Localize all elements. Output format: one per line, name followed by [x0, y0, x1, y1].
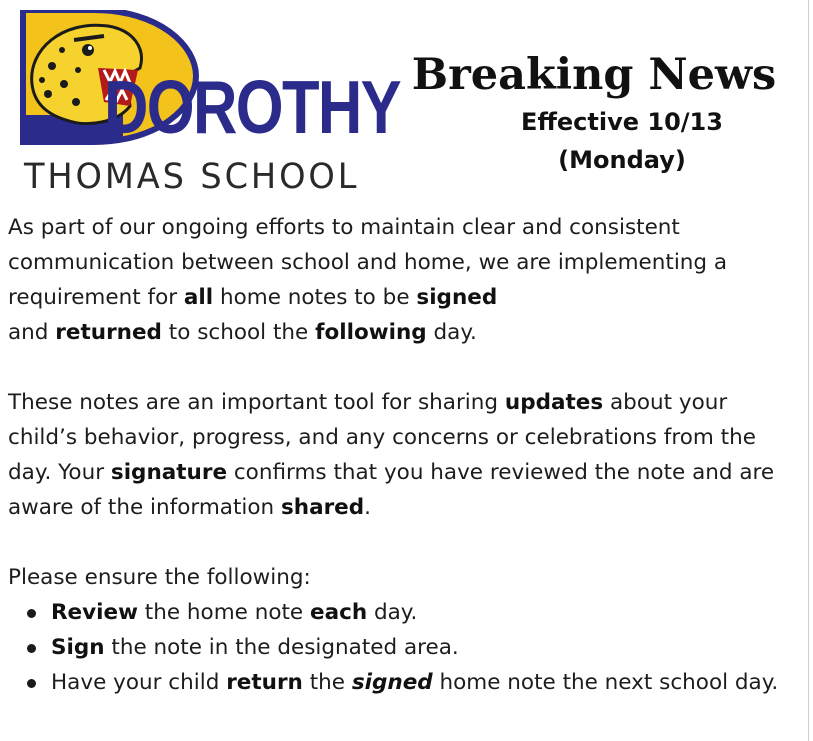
effective-date	[462, 103, 782, 179]
page-right-border	[808, 0, 809, 741]
paragraph-requirement: As part of our ongoing efforts to maintain clear and consistent communication between school and home, we are implementing a requirement for all home notes to be signed and returned to school the following day.	[8, 215, 728, 345]
effective-day-line: (Monday)	[558, 146, 686, 174]
list-item: Review the home note each day.	[8, 595, 803, 630]
breaking-news-headline: Breaking News	[411, 50, 777, 100]
list-item: Sign the note in the designated area.	[8, 630, 803, 665]
bullet-dot-icon	[27, 679, 36, 688]
bullet-dot-icon	[27, 644, 36, 653]
notice-body	[8, 210, 803, 700]
list-item: Have your child return the signed home note the next school day.	[8, 665, 803, 700]
instructions-list	[8, 595, 803, 700]
bullet-dot-icon	[27, 609, 36, 618]
effective-date-line: Effective 10/13	[521, 108, 723, 136]
logo-school-name: DOROTHY	[104, 65, 401, 149]
instructions-intro: Please ensure the following:	[8, 565, 311, 590]
paragraph-purpose: These notes are an important tool for sharing updates about your child’s behavior, progress, and any concerns or celebrations from the day. Your signature confirms that you have reviewed the note and are aware of the information shared.	[8, 390, 775, 520]
logo-subtitle: THOMAS SCHOOL	[24, 157, 360, 197]
school-logo	[18, 10, 401, 197]
